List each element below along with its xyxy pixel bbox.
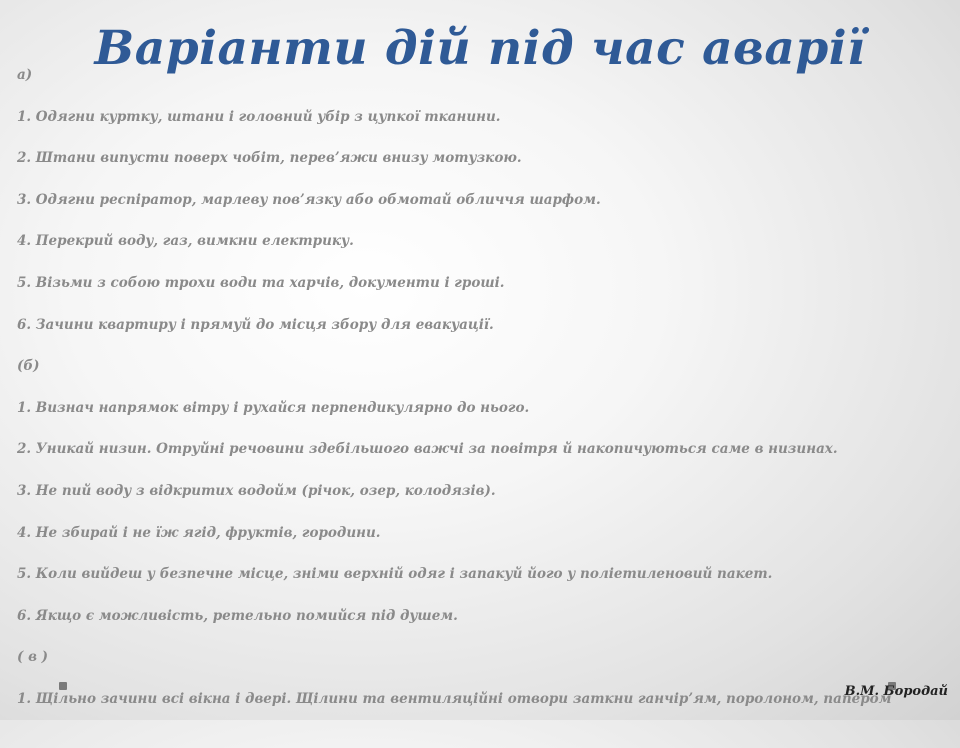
slide-title: Варіанти дій під час аварії [94, 21, 866, 76]
left-bullet-marker [59, 682, 67, 690]
instruction-item: 6. Зачини квартиру і прямуй до місця збору для евакуації. [17, 316, 494, 333]
instruction-item: 1. Одягни куртку, штани і головний убір з цупкої тканини. [17, 108, 501, 125]
instruction-item: 2. Уникай низин. Отруйні речовини здебільшого важчі за повітря й накопичуються саме в низинах. [17, 441, 838, 458]
section-label-a: а) [17, 67, 33, 83]
instruction-item: 5. Візьми з собою трохи води та харчів, документи і гроші. [17, 274, 505, 291]
instruction-item: 4. Не збирай і не їж ягід, фруктів, городини. [17, 524, 381, 541]
instruction-item: 5. Коли вийдеш у безпечне місце, зніми верхній одяг і запакуй його у поліетиленовий пакет. [17, 566, 773, 583]
instruction-item: 1. Визнач напрямок вітру і рухайся перпендикулярно до нього. [17, 399, 530, 416]
instruction-item: 4. Перекрий воду, газ, вимкни електрику. [17, 233, 354, 250]
instruction-item: 1. Щільно зачини всі вікна і двері. Щілини та вентиляційні отвори заткни ганчір’ям, поролоном, папером [17, 690, 892, 707]
section-label-c: ( в ) [17, 649, 49, 666]
instruction-item: 3. Не пий воду з відкритих водойм (річок, озер, колодязів). [17, 482, 496, 499]
instruction-item: 6. Якщо є можливість, ретельно помийся під душем. [17, 607, 458, 624]
instruction-item: 3. Одягни респіратор, марлеву пов’язку або обмотай обличчя шарфом. [17, 191, 601, 208]
instruction-item: 2. Штани випусти поверх чобіт, перев’яжи внизу мотузкою. [17, 150, 522, 167]
instructions-body [17, 64, 949, 748]
section-label-b: (б) [17, 358, 40, 375]
author-credit: В.М. Бородай [844, 684, 948, 699]
